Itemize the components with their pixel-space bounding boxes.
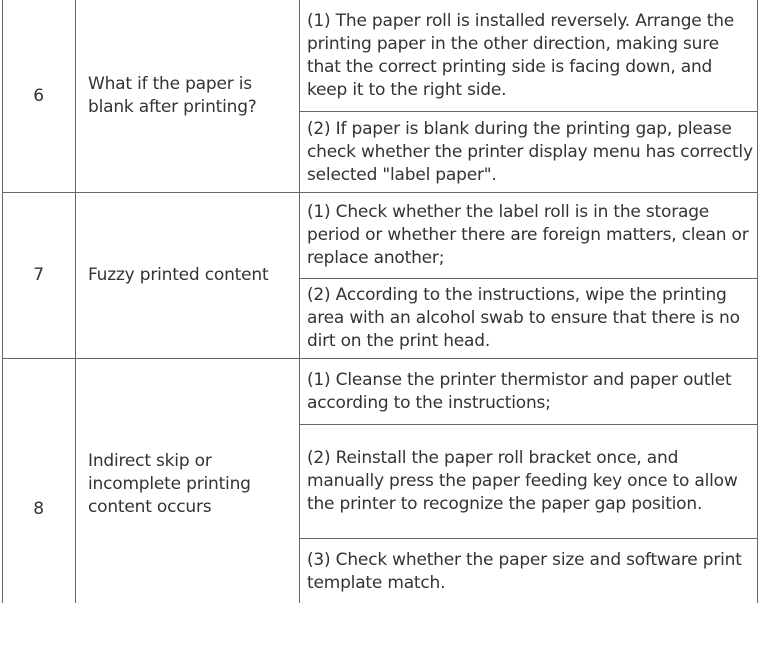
question-cell: Fuzzy printed content	[88, 265, 269, 285]
answer-cell: (1) The paper roll is installed reversely. Arrange the printing paper in the other direction, making sure that the correct printing side is facing down, and keep it to the right side.	[307, 11, 735, 100]
table-divider	[299, 538, 757, 539]
question-cell: Indirect skip or incomplete printing content occurs	[88, 450, 251, 517]
table-divider	[299, 111, 757, 112]
answer-cell: (1) Cleanse the printer thermistor and paper outlet according to the instructions;	[307, 369, 732, 413]
answer-cell: (2) If paper is blank during the printing gap, please check whether the printer display menu has correctly selected "label paper".	[307, 118, 753, 185]
table-border	[757, 0, 758, 603]
row-number: 6	[33, 85, 44, 106]
table-border	[75, 0, 76, 603]
row-number: 8	[33, 498, 44, 519]
table-border	[299, 0, 300, 603]
answer-cell: (3) Check whether the paper size and software print template match.	[307, 550, 742, 593]
answer-cell: (1) Check whether the label roll is in the storage period or whether there are foreign matters, clean or replace another;	[307, 202, 749, 268]
row-number: 7	[33, 265, 44, 285]
answer-cell: (2) Reinstall the paper roll bracket once, and manually press the paper feeding key once to allow the printer to recognize the paper gap position.	[307, 448, 738, 514]
question-cell: What if the paper is blank after printing?	[88, 74, 257, 117]
answer-cell: (2) According to the instructions, wipe the printing area with an alcohol swab to ensure that there is no dirt on the print head.	[307, 285, 740, 351]
